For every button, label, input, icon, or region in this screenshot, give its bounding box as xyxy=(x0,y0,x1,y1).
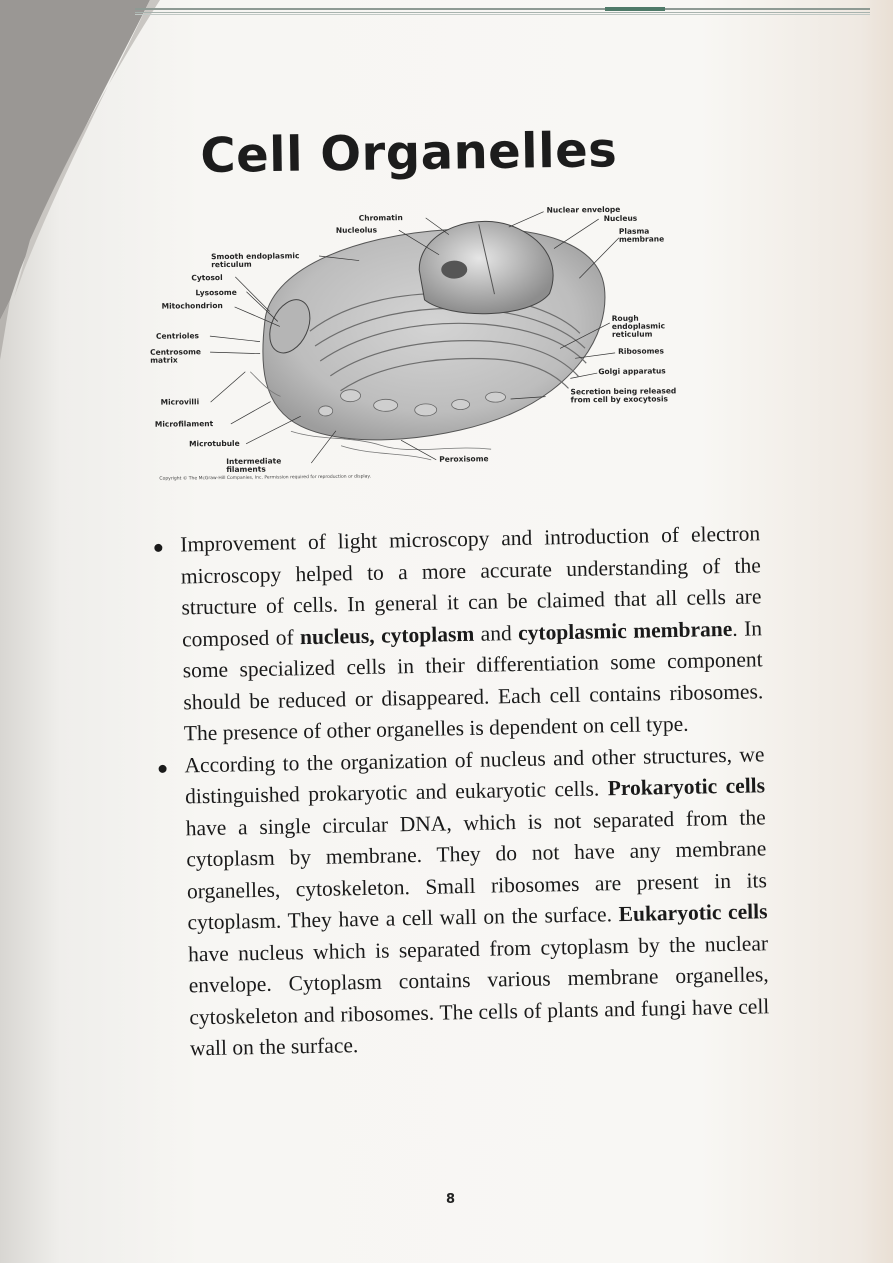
label-plasma-membrane: Plasma membrane xyxy=(618,226,665,244)
label-centrosome-matrix: Centrosome matrix xyxy=(150,347,202,365)
label-nuclear-envelope: Nuclear envelope xyxy=(546,204,621,215)
label-centrioles: Centrioles xyxy=(155,331,200,341)
bullet-item-2 xyxy=(156,739,770,1066)
p2-seg-0: According to the organization of nucleus and other structures, we distinguished prokaryotic and eukaryotic cells. xyxy=(184,741,765,809)
label-lysosome: Lysosome xyxy=(195,287,237,298)
p1-seg-0: Improvement of light microscopy and introduction of electron microscopy helped to a more accurate understanding of the structure of cells. In general it can be claimed that all cells are composed of xyxy=(180,521,762,651)
bullet-item-1 xyxy=(152,518,764,750)
p2-seg-2: have a single circular DNA, which is not separated from the cytoplasm by membrane. They do not have any membrane organelles, cytoskeleton. Small ribosomes are present in its cytoplasm. They have a cell wall on the surface. xyxy=(185,804,768,935)
p2-seg-1: Prokaryotic cells xyxy=(607,773,766,801)
label-mitochondrion: Mitochondrion xyxy=(161,301,223,311)
label-chromatin: Chromatin xyxy=(358,213,403,223)
cell-diagram xyxy=(149,197,682,488)
bullet-dot xyxy=(159,764,167,772)
label-ribosomes: Ribosomes xyxy=(618,346,665,356)
p1-seg-2: and xyxy=(473,620,519,646)
page-title: Cell Organelles xyxy=(200,122,618,184)
p1-seg-3: cytoplasmic membrane xyxy=(517,616,733,645)
p2-seg-3: Eukaryotic cells xyxy=(618,899,768,927)
label-peroxisome: Peroxisome xyxy=(439,454,489,464)
p1-seg-1: nucleus, cytoplasm xyxy=(299,621,475,649)
label-cytosol: Cytosol xyxy=(191,273,223,283)
label-nucleus: Nucleus xyxy=(603,213,638,224)
paragraph-1 xyxy=(180,518,764,750)
label-microtubule: Microtubule xyxy=(189,438,240,449)
decorative-top-border xyxy=(135,6,870,18)
p1-seg-4: . In some specialized cells in their differentiation some component should be reduced or disappeared. Each cell contains ribosomes. The presence of other organelles is dependent on cell type. xyxy=(182,615,764,746)
label-intermediate-filaments: Intermediate filaments xyxy=(226,456,282,474)
page-number: 8 xyxy=(446,1192,456,1207)
label-microvilli: Microvilli xyxy=(160,397,200,407)
label-golgi: Golgi apparatus xyxy=(598,366,666,377)
label-microfilament: Microfilament xyxy=(154,419,214,429)
bullet-dot xyxy=(154,544,162,552)
p2-seg-4: have nucleus which is separated from cytoplasm by the nuclear envelope. Cytoplasm contains various membrane organelles, cytoskeleton and ribosomes. The cells of plants and fungi have cell wall on the surface. xyxy=(187,930,770,1061)
label-smooth-er: Smooth endoplasmic reticulum xyxy=(211,251,300,270)
figure-copyright: Copyright © The McGraw-Hill Companies, Inc. Permission required for reproduction or display. xyxy=(159,474,371,482)
paragraph-2 xyxy=(184,739,770,1065)
label-nucleolus: Nucleolus xyxy=(335,225,378,235)
label-rough-er: Rough endoplasmic reticulum xyxy=(611,313,666,339)
body-text xyxy=(152,518,770,1065)
label-secretion: Secretion being released from cell by exocytosis xyxy=(570,386,677,405)
